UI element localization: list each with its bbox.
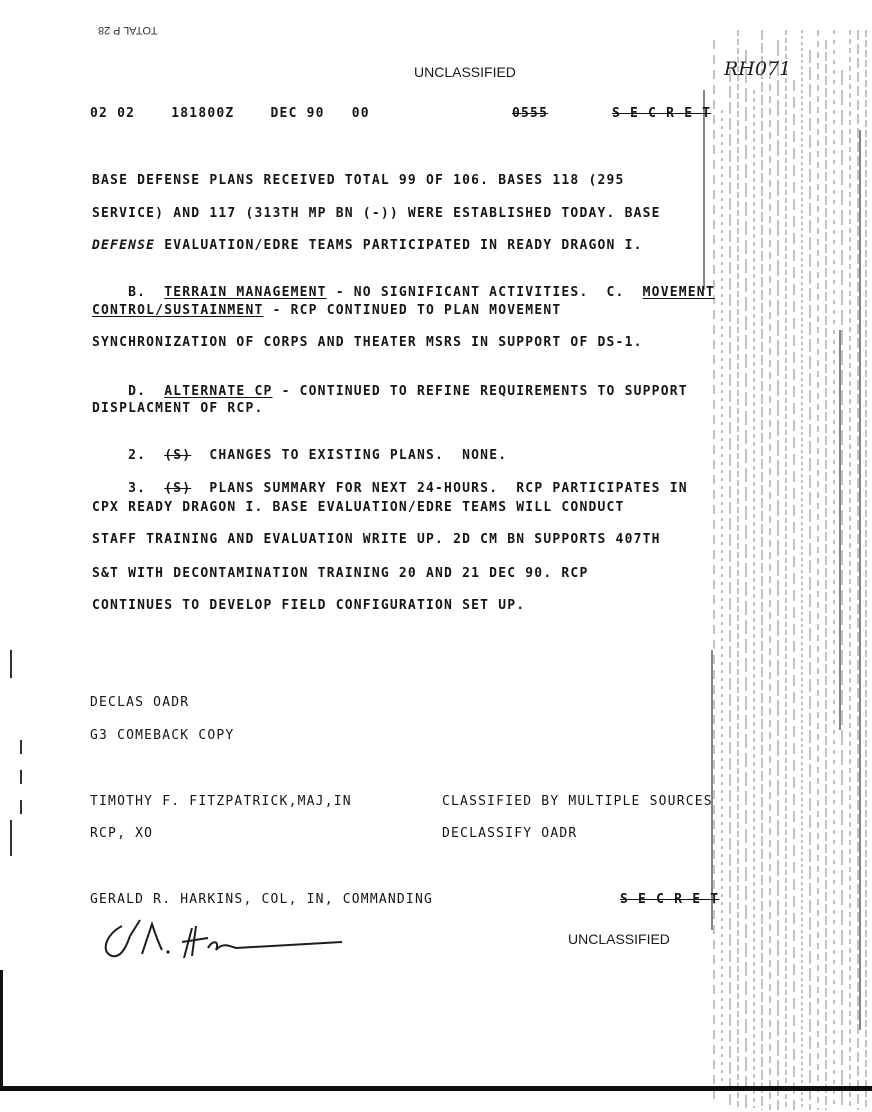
body-line-5-rest: - RCP CONTINUED TO PLAN MOVEMENT bbox=[263, 303, 562, 318]
para-d-label: D. bbox=[128, 384, 165, 399]
binding-edge bbox=[0, 970, 3, 1088]
commander-line: GERALD R. HARKINS, COL, IN, COMMANDING bbox=[90, 892, 434, 907]
xo-title: RCP, XO bbox=[90, 826, 154, 841]
classified-by-line: CLASSIFIED BY MULTIPLE SOURCES bbox=[442, 794, 713, 809]
body-line-6: SYNCHRONIZATION OF CORPS AND THEATER MSRS IN SUPPORT OF DS-1. bbox=[92, 335, 643, 350]
struck-classification-2: (S) bbox=[164, 448, 192, 463]
secret-bottom-marking: S E C R E T bbox=[620, 892, 720, 907]
para-2-label: 2. bbox=[128, 448, 165, 463]
corner-mark: TOTAL P 28 bbox=[98, 24, 158, 36]
body-line-10-rest: PLANS SUMMARY FOR NEXT 24-HOURS. RCP PARTICIPATES IN bbox=[191, 481, 688, 496]
dtg-line: 02 02 181800Z DEC 90 00 bbox=[90, 106, 370, 121]
xo-signature-name: TIMOTHY F. FITZPATRICK,MAJ,IN bbox=[90, 794, 352, 809]
defense-word: DEFENSE bbox=[92, 238, 156, 253]
body-line-3 bbox=[92, 238, 643, 253]
unclassified-top-marking: UNCLASSIFIED bbox=[414, 64, 516, 80]
margin-mark bbox=[20, 740, 22, 754]
body-line-7-rest: - CONTINUED TO REFINE REQUIREMENTS TO SUPPORT bbox=[272, 384, 688, 399]
terrain-management-heading: TERRAIN MANAGEMENT bbox=[164, 285, 327, 300]
body-line-9-rest: CHANGES TO EXISTING PLANS. NONE. bbox=[191, 448, 508, 463]
control-sustainment-heading: CONTROL/SUSTAINMENT bbox=[92, 303, 264, 318]
margin-mark bbox=[20, 800, 22, 814]
body-line-3-rest: EVALUATION/EDRE TEAMS PARTICIPATED IN READY DRAGON I. bbox=[155, 238, 643, 253]
body-line-5 bbox=[92, 303, 561, 318]
margin-mark bbox=[10, 820, 12, 856]
para-3-label: 3. bbox=[128, 481, 165, 496]
struck-codes: 0555 bbox=[512, 106, 549, 121]
secret-top-marking: S E C R E T bbox=[612, 106, 712, 121]
margin-mark bbox=[10, 650, 12, 678]
comeback-copy-line: G3 COMEBACK COPY bbox=[90, 728, 235, 743]
bottom-edge bbox=[0, 1086, 872, 1091]
commander-signature bbox=[96, 912, 346, 964]
handwritten-reference: RH071 bbox=[724, 58, 792, 80]
unclassified-bottom-marking: UNCLASSIFIED bbox=[568, 931, 670, 947]
body-line-4-mid: - NO SIGNIFICANT ACTIVITIES. C. bbox=[326, 285, 643, 300]
declassify-line: DECLASSIFY OADR bbox=[442, 826, 578, 841]
body-line-13: S&T WITH DECONTAMINATION TRAINING 20 AND 21 DEC 90. RCP bbox=[92, 566, 589, 581]
struck-classification-3: (S) bbox=[164, 481, 192, 496]
declas-line: DECLAS OADR bbox=[90, 695, 190, 710]
body-line-11: CPX READY DRAGON I. BASE EVALUATION/EDRE TEAMS WILL CONDUCT bbox=[92, 500, 625, 515]
body-line-1: BASE DEFENSE PLANS RECEIVED TOTAL 99 OF 106. BASES 118 (295 bbox=[92, 173, 625, 188]
para-b-label: B. bbox=[128, 285, 165, 300]
margin-mark bbox=[20, 770, 22, 784]
body-line-2: SERVICE) AND 117 (313TH MP BN (-)) WERE ESTABLISHED TODAY. BASE bbox=[92, 206, 661, 221]
alternate-cp-heading: ALTERNATE CP bbox=[164, 384, 273, 399]
movement-heading: MOVEMENT bbox=[642, 285, 715, 300]
body-line-14: CONTINUES TO DEVELOP FIELD CONFIGURATION SET UP. bbox=[92, 598, 526, 613]
body-line-12: STAFF TRAINING AND EVALUATION WRITE UP. 2D CM BN SUPPORTS 407TH bbox=[92, 532, 661, 547]
scan-streaks bbox=[700, 30, 872, 1112]
body-line-8: DISPLACMENT OF RCP. bbox=[92, 401, 264, 416]
